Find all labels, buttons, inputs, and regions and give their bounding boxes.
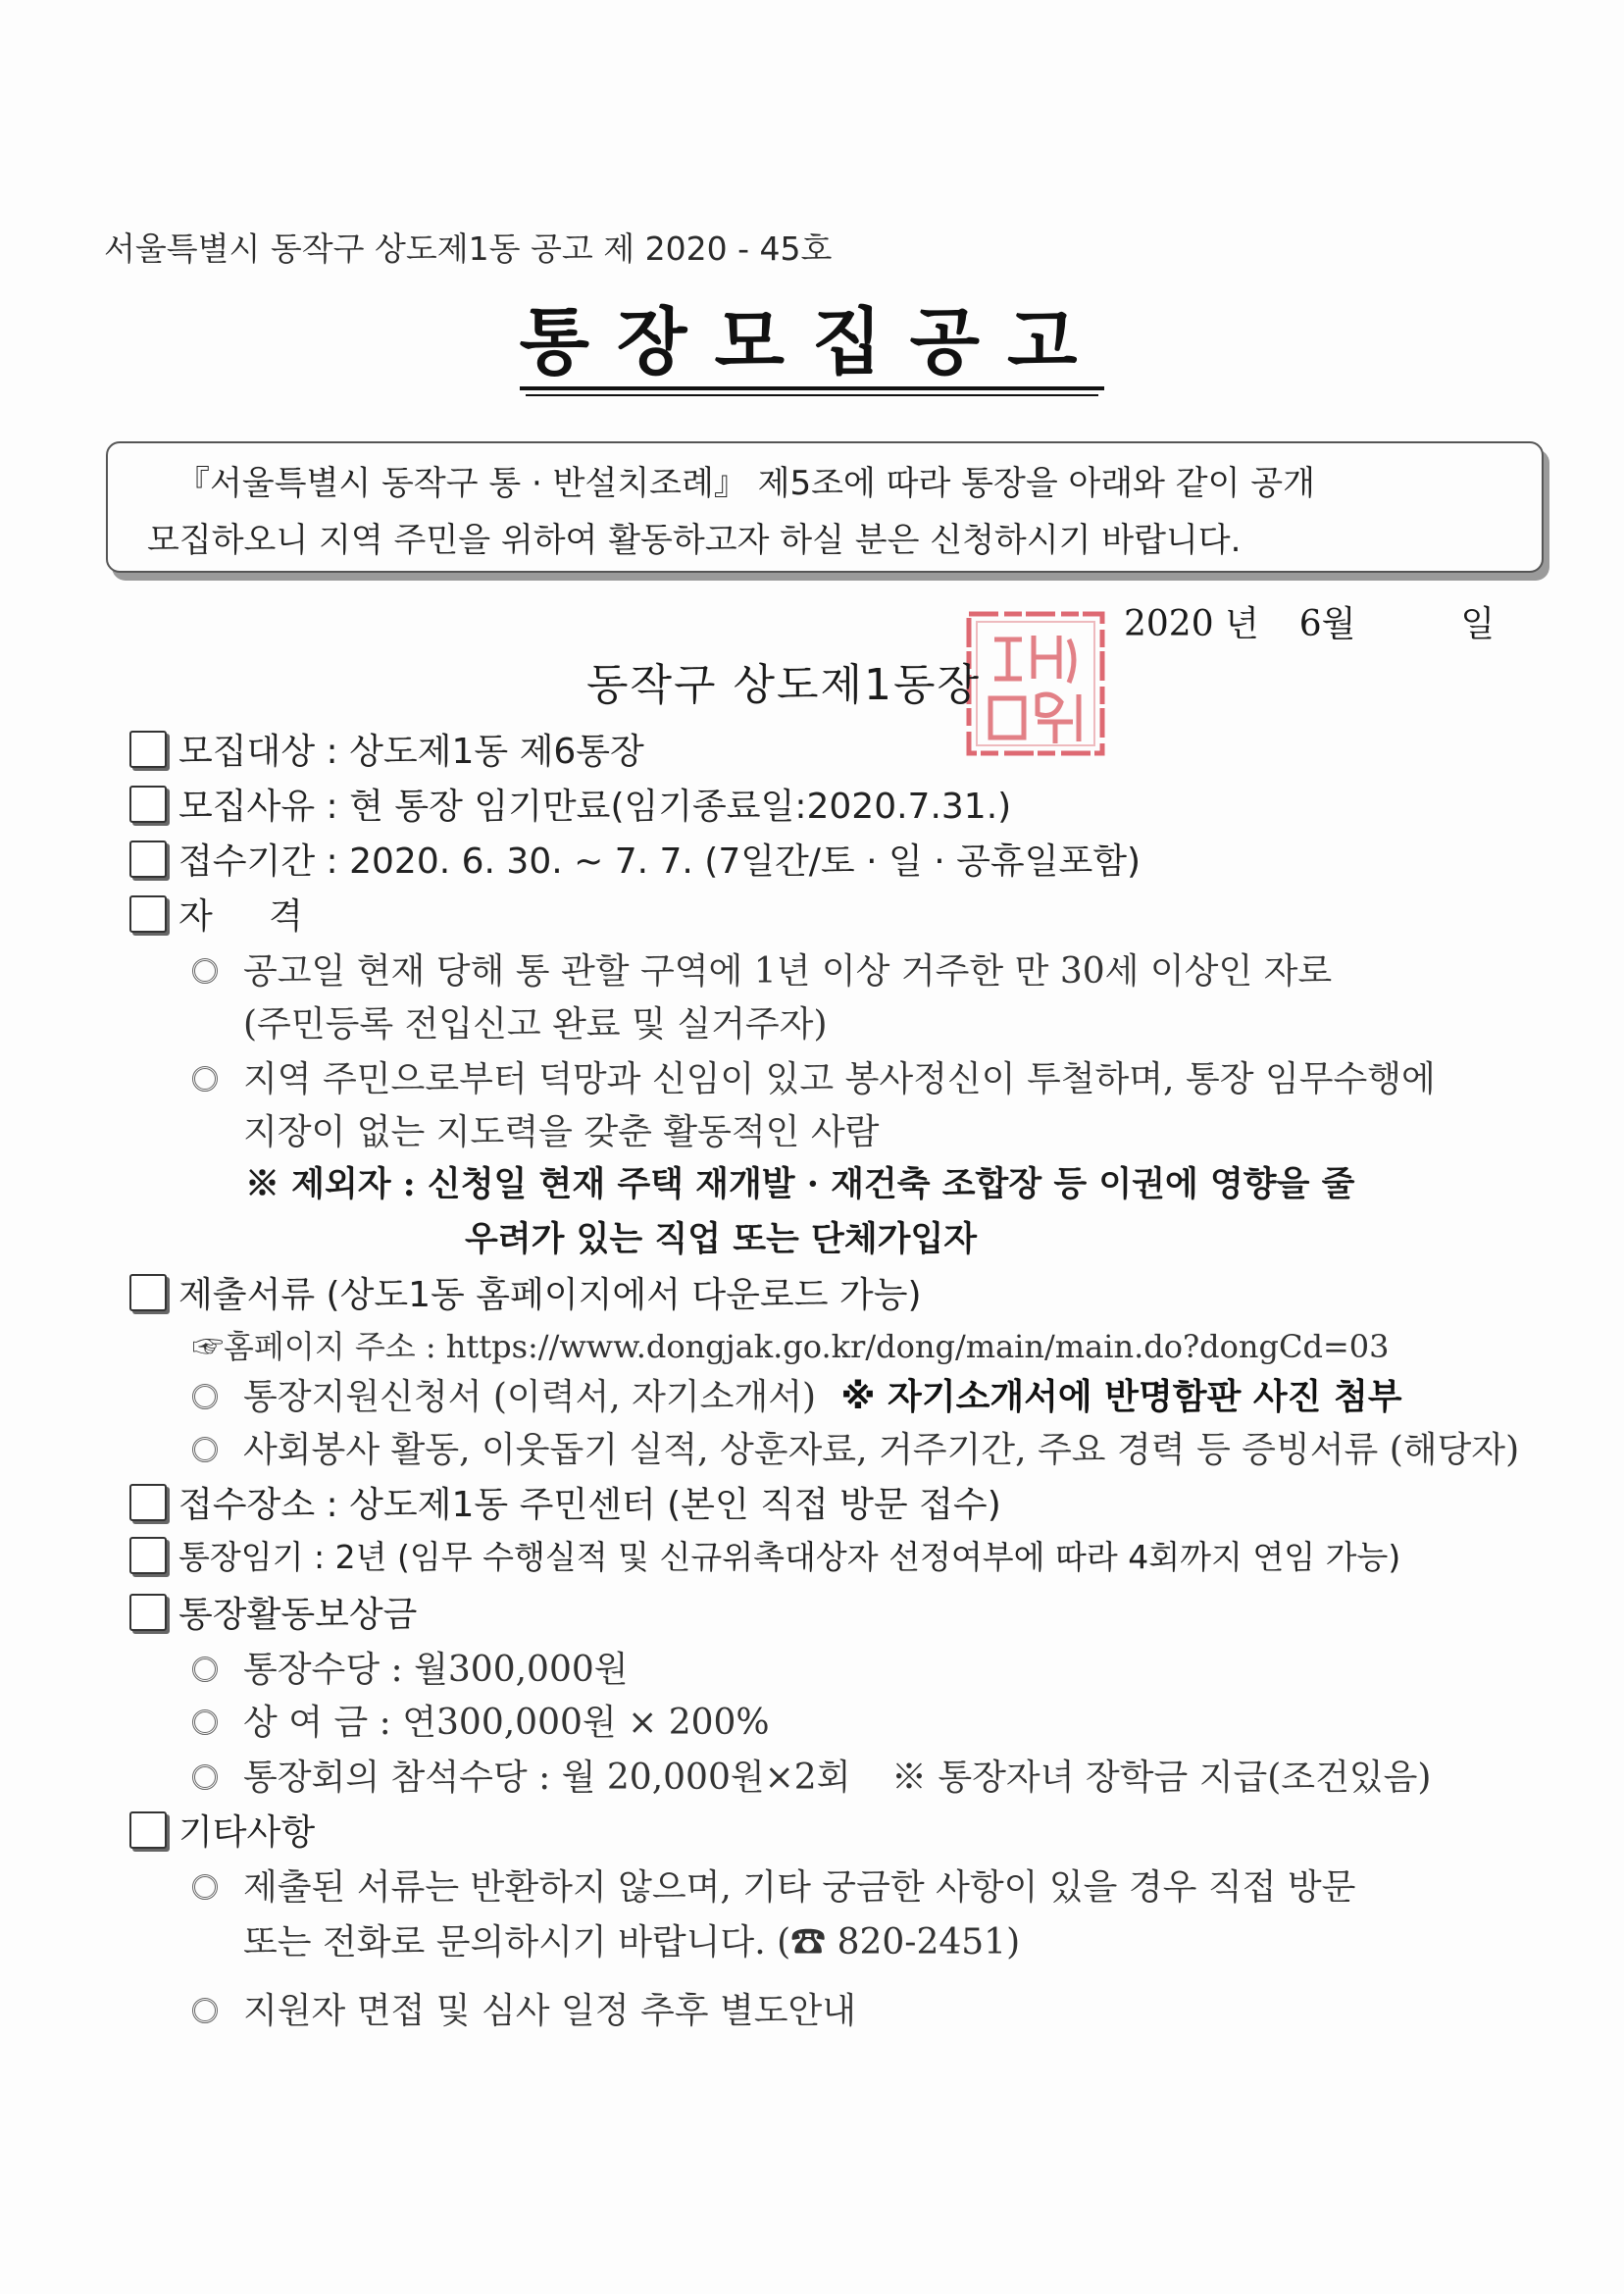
circle-bullet-icon: [192, 1437, 218, 1462]
section-documents: [129, 1267, 922, 1317]
circle-bullet-icon: [192, 1066, 218, 1092]
qualification-item-2: 지역 주민으로부터 덕망과 신임이 있고 봉사정신이 투철하며, 통장 임무수행에: [192, 1051, 1436, 1101]
section-term: [129, 1532, 1400, 1578]
section-etc: [129, 1805, 315, 1855]
circle-bullet-icon: [192, 958, 218, 984]
intro-text: [147, 455, 1512, 569]
checkbox-icon: [129, 1274, 167, 1311]
document-item-2: 사회봉사 활동, 이웃돕기 실적, 상훈자료, 거주기간, 주요 경력 등 증빙서류 (해당자): [192, 1422, 1519, 1472]
page-title: [0, 284, 1624, 388]
section-period: [129, 834, 1141, 884]
section-reason: [129, 779, 1011, 829]
section-compensation-text: 통장활동보상금: [178, 1595, 418, 1635]
section-compensation: [129, 1587, 417, 1637]
doc-number: 서울특별시 동작구 상도제1동 공고 제 2020 - 45호: [104, 229, 833, 268]
circle-bullet-icon: [192, 1998, 218, 2023]
section-place: [129, 1477, 1001, 1527]
intro-box: [106, 441, 1544, 573]
compensation-item-3-note: ※ 통장자녀 장학금 지급(조건있음): [890, 1758, 1432, 1798]
intro-line-1: 『서울특별시 동작구 통 · 반설치조례』 제5조에 따라 통장을 아래와 같이 공개: [177, 464, 1315, 503]
circle-bullet-icon: [192, 1657, 218, 1682]
issuer: 동작구 상도제1동장: [586, 660, 982, 710]
title-text: 통장모집공고: [520, 300, 1105, 390]
checkbox-icon: [129, 895, 167, 933]
compensation-item-2: 상 여 금 : 연300,000원 × 200%: [192, 1695, 770, 1745]
section-documents-text: 제출서류 (상도1동 홈페이지에서 다운로드 가능): [178, 1275, 922, 1315]
checkbox-icon: [129, 1811, 167, 1849]
section-term-text: 통장임기 : 2년 (임무 수행실적 및 신규위촉대상자 선정여부에 따라 4회까지 연임 가능): [178, 1538, 1401, 1576]
qualification-item-1: 공고일 현재 당해 통 관할 구역에 1년 이상 거주한 만 30세 이상인 자로: [192, 943, 1332, 994]
exclusion-line-1: ※ 제외자 : 신청일 현재 주택 재개발 · 재건축 조합장 등 이권에 영향을 줄: [245, 1164, 1355, 1204]
section-target-text: 모집대상 : 상도제1동 제6통장: [178, 732, 644, 772]
exclusion-line-2: 우려가 있는 직업 또는 단체가입자: [465, 1219, 978, 1259]
date-month: 6월: [1298, 604, 1356, 644]
checkbox-icon: [129, 841, 167, 878]
etc-item-1-cont: 또는 전화로 문의하시기 바랍니다. (☎ 820-2451): [243, 1922, 1021, 1963]
section-qualification-text: 자 격: [178, 896, 303, 937]
qualification-item-2-cont: 지장이 없는 지도력을 갖춘 활동적인 사람: [243, 1112, 880, 1152]
compensation-item-1: 통장수당 : 월300,000원: [192, 1642, 629, 1692]
section-reason-text: 모집사유 : 현 통장 임기만료(임기종료일:2020.7.31.): [178, 787, 1012, 827]
section-qualification: [129, 889, 303, 939]
circle-bullet-icon: [192, 1764, 218, 1790]
circle-bullet-icon: [192, 1874, 218, 1900]
circle-bullet-icon: [192, 1709, 218, 1735]
date-line: [1124, 596, 1495, 646]
circle-bullet-icon: [192, 1384, 218, 1409]
checkbox-icon: [129, 1594, 167, 1631]
checkbox-icon: [129, 731, 167, 768]
checkbox-icon: [129, 1484, 167, 1521]
section-period-text: 접수기간 : 2020. 6. 30. ~ 7. 7. (7일간/토 · 일 · 공휴일포함): [178, 841, 1142, 882]
section-place-text: 접수장소 : 상도제1동 주민센터 (본인 직접 방문 접수): [178, 1485, 1001, 1525]
etc-item-1: 제출된 서류는 반환하지 않으며, 기타 궁금한 사항이 있을 경우 직접 방문: [192, 1860, 1355, 1910]
section-etc-text: 기타사항: [178, 1812, 316, 1853]
section-target: [129, 724, 644, 774]
date-day: 일: [1460, 604, 1496, 644]
checkbox-icon: [129, 786, 167, 823]
date-year: 2020 년: [1124, 604, 1259, 644]
document-item-1: 통장지원신청서 (이력서, 자기소개서) ※ 자기소개서에 반명함판 사진 첨부: [192, 1369, 1402, 1419]
document-item-1-note: ※ 자기소개서에 반명함판 사진 첨부: [840, 1377, 1402, 1417]
qualification-item-1-cont: (주민등록 전입신고 완료 및 실거주자): [243, 1004, 828, 1045]
etc-item-2: 지원자 면접 및 심사 일정 추후 별도안내: [192, 1983, 856, 2033]
compensation-item-3: 통장회의 참석수당 : 월 20,000원×2회 ※ 통장자녀 장학금 지급(조건있음): [192, 1750, 1431, 1800]
intro-line-2: 모집하오니 지역 주민을 위하여 활동하고자 하실 분은 신청하시기 바랍니다.: [147, 521, 1242, 560]
checkbox-icon: [129, 1537, 167, 1574]
homepage-url: ☞홈페이지 주소 : https://www.dongjak.go.kr/dong/main/main.do?dongCd=03: [192, 1328, 1390, 1365]
